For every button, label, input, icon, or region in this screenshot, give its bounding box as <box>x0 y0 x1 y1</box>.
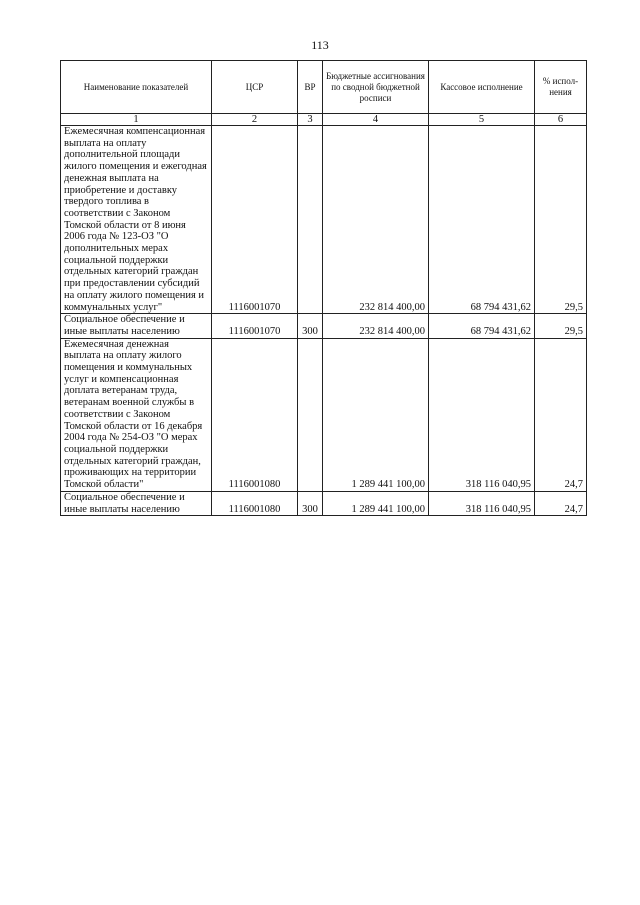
page-number: 113 <box>311 38 329 52</box>
row-allocated: 232 814 400,00 <box>323 126 429 314</box>
column-number: 3 <box>298 114 323 126</box>
row-percent: 24,7 <box>535 491 587 515</box>
column-number: 5 <box>429 114 535 126</box>
row-csr: 1116001070 <box>212 314 298 338</box>
header-percent: % испол-нения <box>535 61 587 114</box>
header-allocated: Бюджетные ассигнования по сводной бюджетной росписи <box>323 61 429 114</box>
table-row <box>61 338 587 491</box>
row-allocated: 1 289 441 100,00 <box>323 338 429 491</box>
header-csr: ЦСР <box>212 61 298 114</box>
table-row <box>61 491 587 515</box>
row-allocated: 232 814 400,00 <box>323 314 429 338</box>
column-number-row <box>61 114 587 126</box>
row-vr <box>298 126 323 314</box>
column-number: 1 <box>61 114 212 126</box>
row-csr: 1116001080 <box>212 338 298 491</box>
row-name: Социальное обеспечение и иные выплаты населению <box>61 314 212 338</box>
row-name: Ежемесячная денежная выплата на оплату жилого помещения и коммунальных услуг и компенсационная доплата ветеранам труда, ветеранам военной службы в соответствии с Законом Томской области от 16 декабря 2004 года № 254-ОЗ "О мерах социальной поддержки отдельных категорий граждан, проживающих на территории Томской области" <box>61 338 212 491</box>
row-percent: 24,7 <box>535 338 587 491</box>
row-vr: 300 <box>298 491 323 515</box>
row-vr <box>298 338 323 491</box>
table-row <box>61 314 587 338</box>
row-executed: 318 116 040,95 <box>429 338 535 491</box>
budget-table <box>60 60 587 516</box>
column-number: 6 <box>535 114 587 126</box>
row-name: Ежемесячная компенсационная выплата на оплату дополнительной площади жилого помещения и ежегодная денежная выплата на приобретение и доставку твердого топлива в соответствии с Законом Томской области от 8 июня 2006 года № 123-ОЗ "О дополнительных мерах социальной поддержки отдельных категорий граждан при предоставлении субсидий на оплату жилого помещения и коммунальных услуг" <box>61 126 212 314</box>
row-percent: 29,5 <box>535 126 587 314</box>
row-csr: 1116001070 <box>212 126 298 314</box>
row-executed: 68 794 431,62 <box>429 314 535 338</box>
column-number: 2 <box>212 114 298 126</box>
row-executed: 68 794 431,62 <box>429 126 535 314</box>
row-executed: 318 116 040,95 <box>429 491 535 515</box>
row-allocated: 1 289 441 100,00 <box>323 491 429 515</box>
row-vr: 300 <box>298 314 323 338</box>
header-vr: ВР <box>298 61 323 114</box>
row-csr: 1116001080 <box>212 491 298 515</box>
table-row <box>61 126 587 314</box>
header-executed: Кассовое исполнение <box>429 61 535 114</box>
header-row <box>61 61 587 114</box>
column-number: 4 <box>323 114 429 126</box>
header-name: Наименование показателей <box>61 61 212 114</box>
row-percent: 29,5 <box>535 314 587 338</box>
row-name: Социальное обеспечение и иные выплаты населению <box>61 491 212 515</box>
